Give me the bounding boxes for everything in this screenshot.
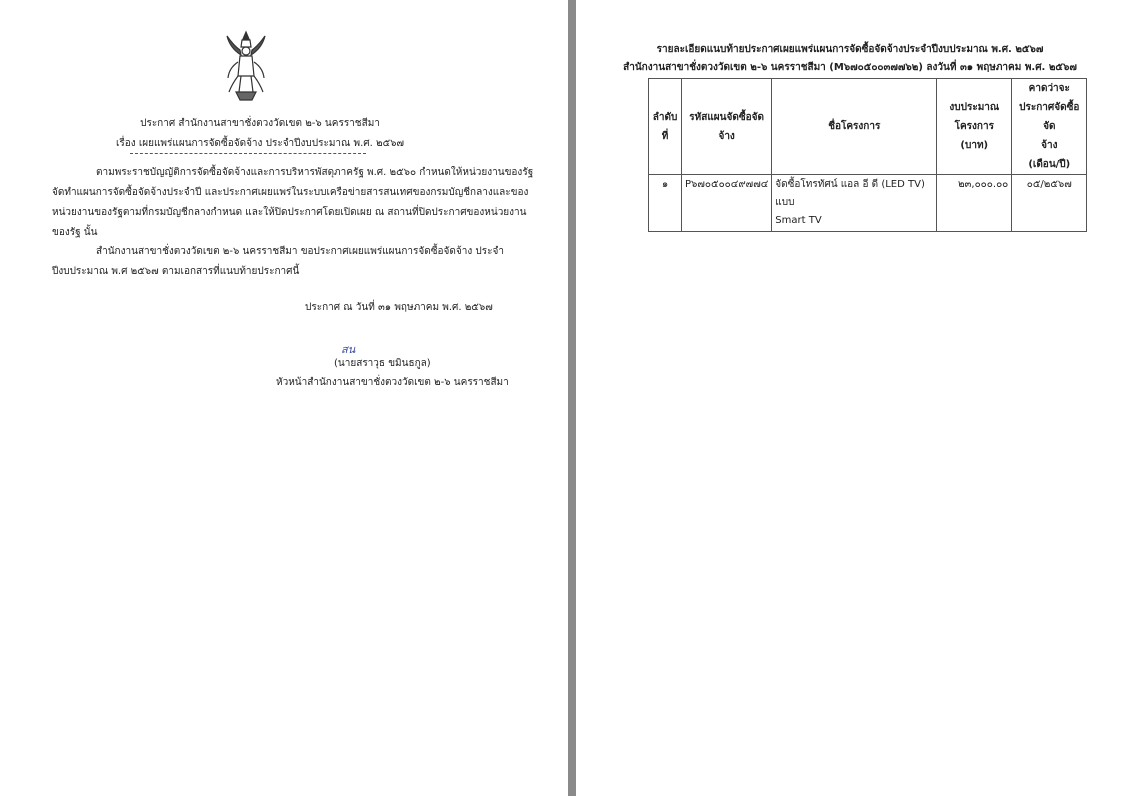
paragraph2-line2: ปีงบประมาณ พ.ศ ๒๕๖๗ ตามเอกสารที่แนบท้ายประกาศนี้	[52, 266, 300, 277]
header-expected-month: คาดว่าจะ ประกาศจัดซื้อจัด จ้าง (เดือน/ปี)	[1012, 79, 1087, 175]
paragraph1-line1: ตามพระราชบัญญัติการจัดซื้อจัดจ้างและการบริหารพัสดุภาครัฐ พ.ศ. ๒๕๖๐ กำหนดให้หน่วยงานของรัฐ	[96, 167, 534, 178]
header-no: ลำดับ ที่	[649, 79, 682, 175]
paragraph1-line4: ของรัฐ นั้น	[52, 227, 98, 238]
signer-title: หัวหน้าสำนักงานสาขาชั่งตวงวัดเขต ๒-๖ นครราชสีมา	[276, 377, 509, 388]
signer-name: (นายสราวุธ ขมินธกูล)	[334, 358, 431, 369]
table-header-row	[649, 79, 1087, 175]
right-document-page	[576, 0, 1124, 796]
paragraph2-line1: สำนักงานสาขาชั่งตวงวัดเขต ๒-๖ นครราชสีมา ขอประกาศเผยแพร่แผนการจัดซื้อจัดจ้าง ประจำ	[96, 246, 504, 257]
cell-plan-code: P๖๗๐๕๐๐๔๙๗๗๔	[682, 175, 772, 232]
header-plan-code: รหัสแผนจัดซื้อจัด จ้าง	[682, 79, 772, 175]
announcement-header-line1: ประกาศ สำนักงานสาขาชั่งตวงวัดเขต ๒-๖ นครราชสีมา	[140, 118, 380, 129]
header-project-name: ชื่อโครงการ	[772, 79, 937, 175]
announcement-subject-line: เรื่อง เผยแพร่แผนการจัดซื้อจัดจ้าง ประจำปีงบประมาณ พ.ศ. ๒๕๖๗	[115, 138, 405, 149]
paragraph1-line3: หน่วยงานของรัฐตามที่กรมบัญชีกลางกำหนด และให้ปิดประกาศโดยเปิดเผย ณ สถานที่ปิดประกาศของหน่วยงาน	[52, 207, 527, 218]
paragraph1-line2: จัดทำแผนการจัดซื้อจัดจ้างประจำปี และประกาศเผยแพร่ในระบบเครือข่ายสารสนเทศของกรมบัญชีกลางและของ	[52, 187, 529, 198]
attachment-title: รายละเอียดแนบท้ายประกาศเผยแพร่แผนการจัดซื้อจัดจ้างประจำปีงบประมาณ พ.ศ. ๒๕๖๗	[656, 44, 1044, 55]
cell-budget: ๒๓,๐๐๐.๐๐	[937, 175, 1012, 232]
garuda-emblem-icon	[226, 30, 266, 104]
cell-no: ๑	[649, 175, 682, 232]
cell-month-year: ๐๕/๒๕๖๗	[1012, 175, 1087, 232]
cell-project-name: จัดซื้อโทรทัศน์ แอล อี ดี (LED TV) แบบ Smart TV	[772, 175, 937, 232]
announcement-date: ประกาศ ณ วันที่ ๓๑ พฤษภาคม พ.ศ. ๒๕๖๗	[305, 302, 493, 313]
table-row	[649, 175, 1087, 232]
procurement-plan-table	[648, 78, 1087, 232]
header-budget: งบประมาณ โครงการ (บาท)	[937, 79, 1012, 175]
signature-mark: สน	[341, 343, 356, 356]
header-divider	[130, 153, 366, 154]
attachment-subtitle: สำนักงานสาขาชั่งตวงวัดเขต ๒-๖ นครราชสีมา (M๖๗๐๕๐๐๓๗๗๖๒) ลงวันที่ ๓๑ พฤษภาคม พ.ศ. ๒๕๖๗	[623, 62, 1077, 73]
